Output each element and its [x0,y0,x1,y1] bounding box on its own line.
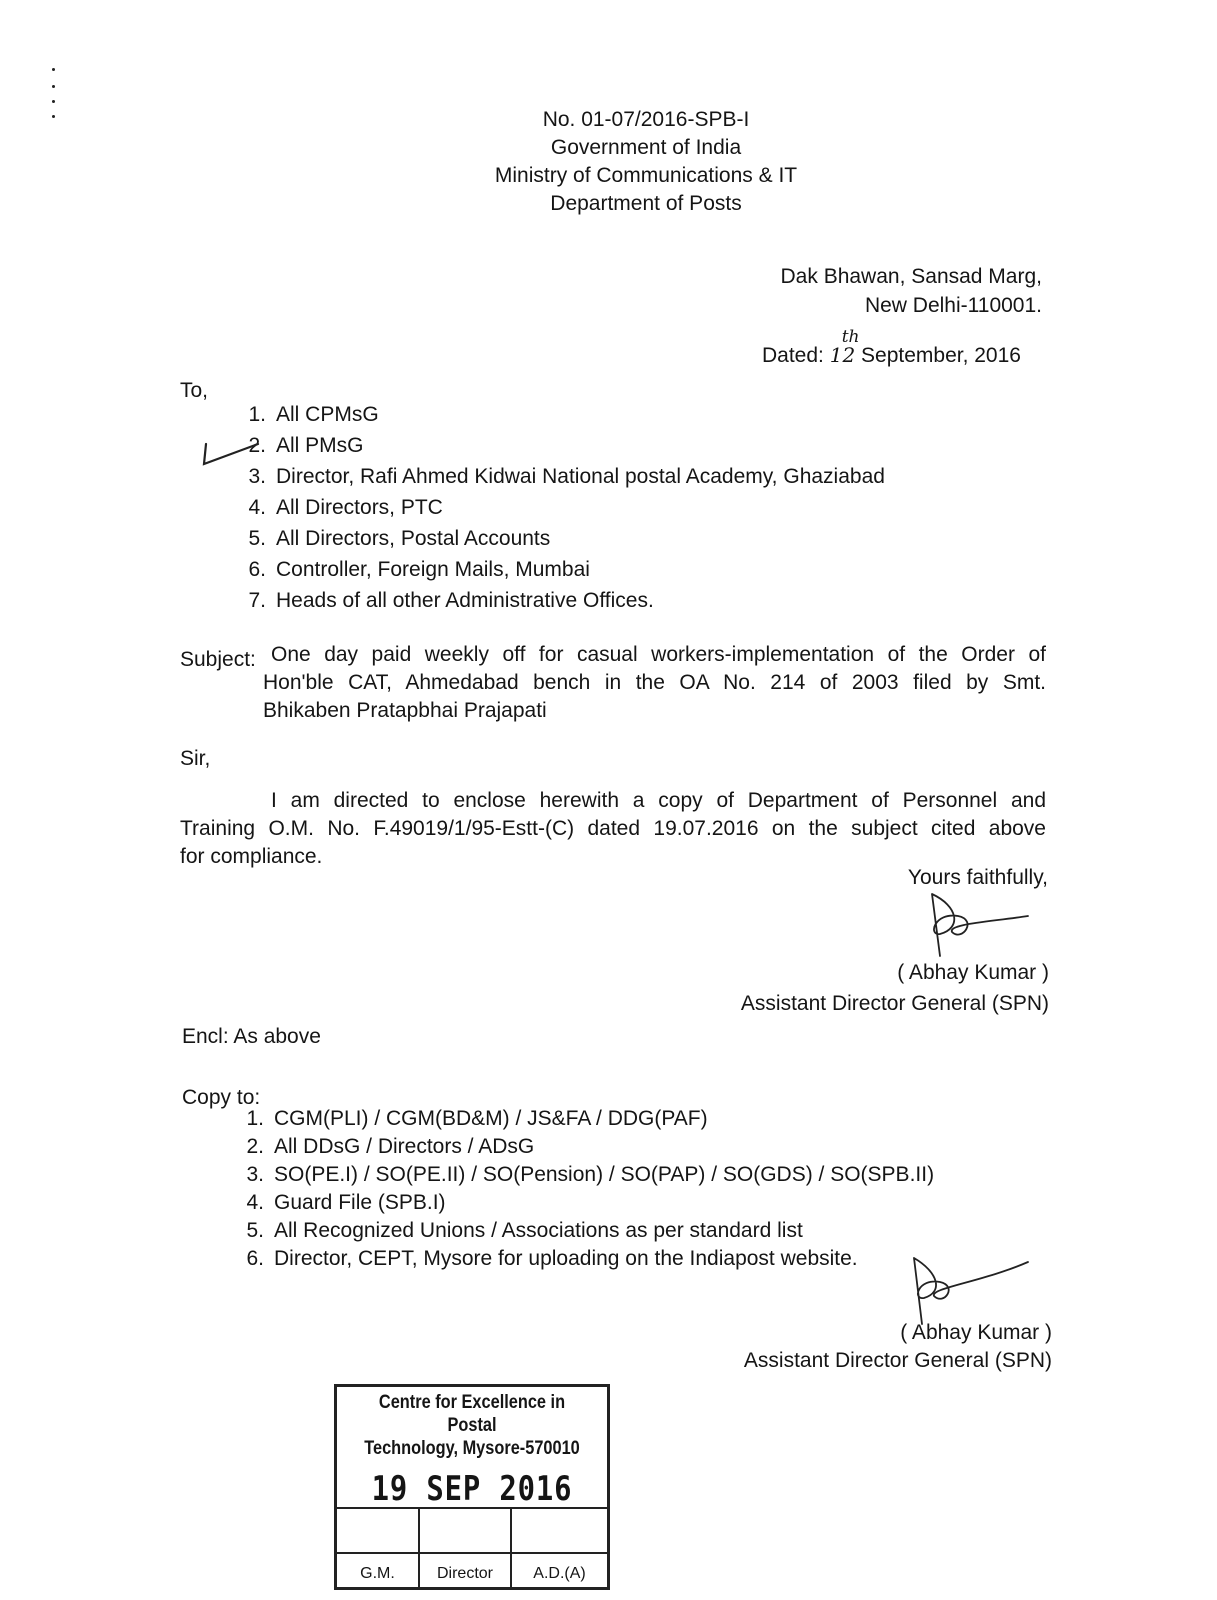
copy-to-item: 1. CGM(PLI) / CGM(BD&M) / JS&FA / DDG(PAF) [246,1107,708,1130]
date-suffix-handwritten: th [841,327,860,347]
signatory-title: Assistant Director General (SPN) [743,1349,1052,1372]
signatory-block-2 [660,1319,1052,1375]
handwritten-tick-mark [198,436,268,470]
recipients-list [230,399,885,616]
address-line-1: Dak Bhawan, Sansad Marg, [780,265,1042,288]
salutation: Sir, [180,747,211,770]
letterhead [446,106,846,218]
reference-number: No. 01-07/2016-SPB-I [542,108,750,131]
copy-to-list [228,1105,934,1273]
recipient-item: 7. Heads of all other Administrative Offices. [248,589,654,612]
copy-to-item: 2. All DDsG / Directors / ADsG [246,1135,535,1158]
stamp-cell-gm: G.M. [360,1565,395,1582]
stamp-date: 19 SEP 2016 [371,1469,573,1509]
date-day-handwritten: 12 th [830,341,855,369]
margin-dot [52,115,55,118]
margin-dot [52,68,55,71]
recipient-item: 1. All CPMsG [248,403,379,426]
date-month-year: September, 2016 [861,344,1021,367]
copy-to-label: Copy to: [182,1086,261,1109]
stamp-grid [337,1507,607,1587]
recipient-item: 4. All Directors, PTC [248,496,443,519]
to-label: To, [180,379,209,402]
recipient-item: 3. Director, Rafi Ahmed Kidwai National postal Academy, Ghaziabad [248,465,885,488]
subject-label: Subject: [180,648,256,671]
recipient-item: 6. Controller, Foreign Mails, Mumbai [248,558,590,581]
recipient-item: 2. All PMsG [248,434,364,457]
enclosure: Encl: As above [182,1025,321,1048]
body-paragraph: I am directed to enclose herewith a copy of Department of Personnel and Training O.M. No. F.49019/1/95-Estt-(C) dated 19.07.2016 on the subject cited above for compliance. [180,789,1046,868]
copy-to-item: 5. All Recognized Unions / Associations as per standard list [246,1219,803,1242]
margin-dot [52,100,55,103]
subject-text: One day paid weekly off for casual workers-implementation of the Order of Hon'ble CAT, Ahmedabad bench in the OA No. 214 of 2003 filed by Smt. Bhikaben Pratapbhai Prajapati [263,643,1046,722]
stamp-cell-director: Director [436,1565,493,1582]
receipt-stamp [334,1384,610,1590]
signatory-title: Assistant Director General (SPN) [740,992,1049,1015]
signatory-block [660,957,1049,1019]
signatory-name: ( Abhay Kumar ) [897,961,1049,984]
address-line-2: New Delhi-110001. [864,294,1042,317]
recipient-item: 5. All Directors, Postal Accounts [248,527,551,550]
department-name: Department of Posts [550,192,742,215]
signature [918,886,1038,958]
sender-address [640,262,1042,320]
copy-to-item: 4. Guard File (SPB.I) [246,1191,446,1214]
stamp-header: Centre for Excellence in Postal Technology, Mysore-570010 [364,1392,580,1459]
margin-dot [52,85,55,88]
closing: Yours faithfully, [907,866,1048,889]
ministry-name: Ministry of Communications & IT [494,164,798,187]
date-line [762,327,1021,370]
copy-to-item: 6. Director, CEPT, Mysore for uploading on the Indiapost website. [246,1247,858,1270]
date-label: Dated: [762,344,824,367]
stamp-cell-ad: A.D.(A) [533,1565,586,1582]
copy-to-item: 3. SO(PE.I) / SO(PE.II) / SO(Pension) / SO(PAP) / SO(GDS) / SO(SPB.II) [246,1163,935,1186]
signature [902,1252,1032,1328]
government-name: Government of India [550,136,742,159]
signatory-name: ( Abhay Kumar ) [900,1321,1052,1344]
